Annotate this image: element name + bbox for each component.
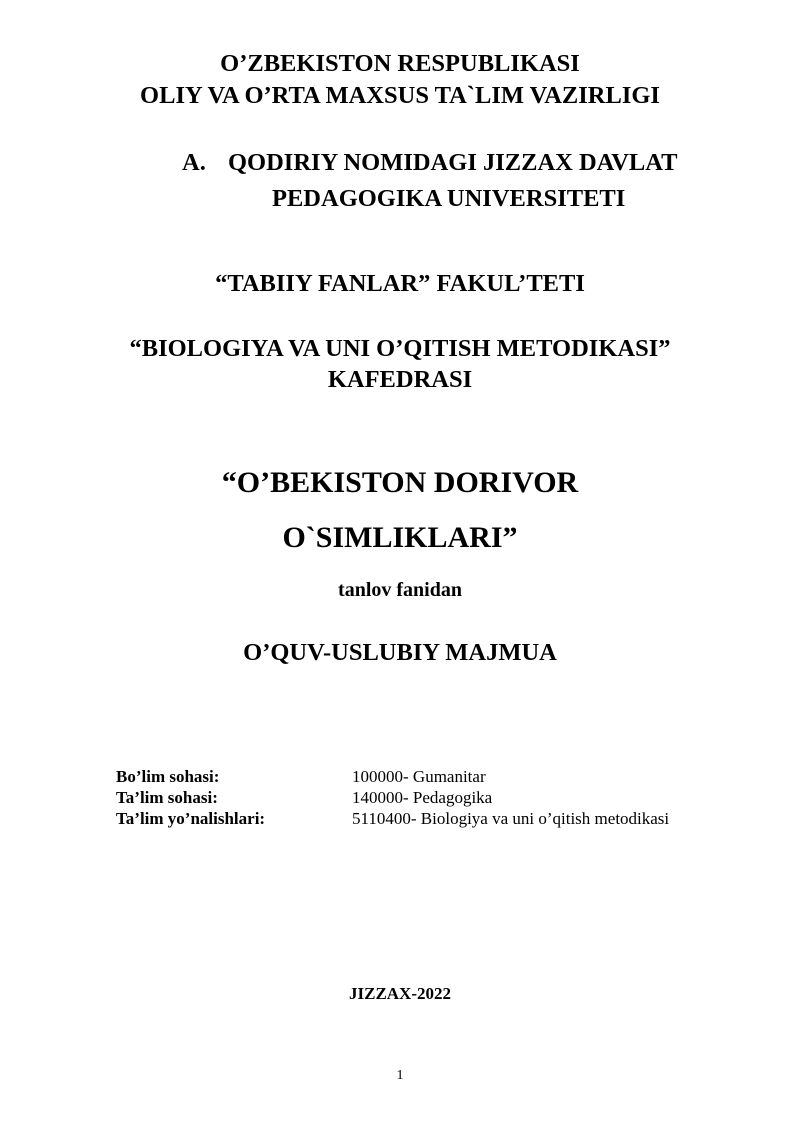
ministry-name-line: OLIY VA O’RTA MAXSUS TA`LIM VAZIRLIGI: [140, 82, 660, 109]
faculty-name: “TABIIY FANLAR” FAKUL’TETI: [215, 270, 585, 297]
document-title-line2: O`SIMLIKLARI”: [282, 521, 518, 554]
ministry-country-line: O’ZBEKISTON RESPUBLIKASI: [220, 50, 580, 77]
document-type: O’QUV-USLUBIY MAJMUA: [243, 639, 557, 666]
info-value: 100000- Gumanitar: [352, 767, 486, 786]
info-value: 5110400- Biologiya va uni o’qitish metodikasi: [352, 809, 670, 828]
info-label: Ta’lim yo’nalishlari:: [116, 809, 266, 828]
document-subtitle: tanlov fanidan: [338, 579, 462, 601]
university-name-line2: PEDAGOGIKA UNIVERSITETI: [272, 185, 626, 212]
document-title-line1: “O’BEKISTON DORIVOR: [221, 466, 579, 499]
page-number: 1: [396, 1068, 404, 1083]
info-label: Bo’lim sohasi:: [116, 767, 220, 786]
info-label: Ta’lim sohasi:: [116, 788, 218, 807]
info-value: 140000- Pedagogika: [352, 788, 493, 807]
department-name-line1: “BIOLOGIYA VA UNI O’QITISH METODIKASI”: [129, 335, 671, 362]
city-year: JIZZAX-2022: [348, 984, 451, 1003]
university-name-line1: QODIRIY NOMIDAGI JIZZAX DAVLAT: [228, 149, 678, 176]
university-list-marker: A.: [182, 149, 206, 176]
department-name-line2: KAFEDRASI: [327, 366, 473, 393]
